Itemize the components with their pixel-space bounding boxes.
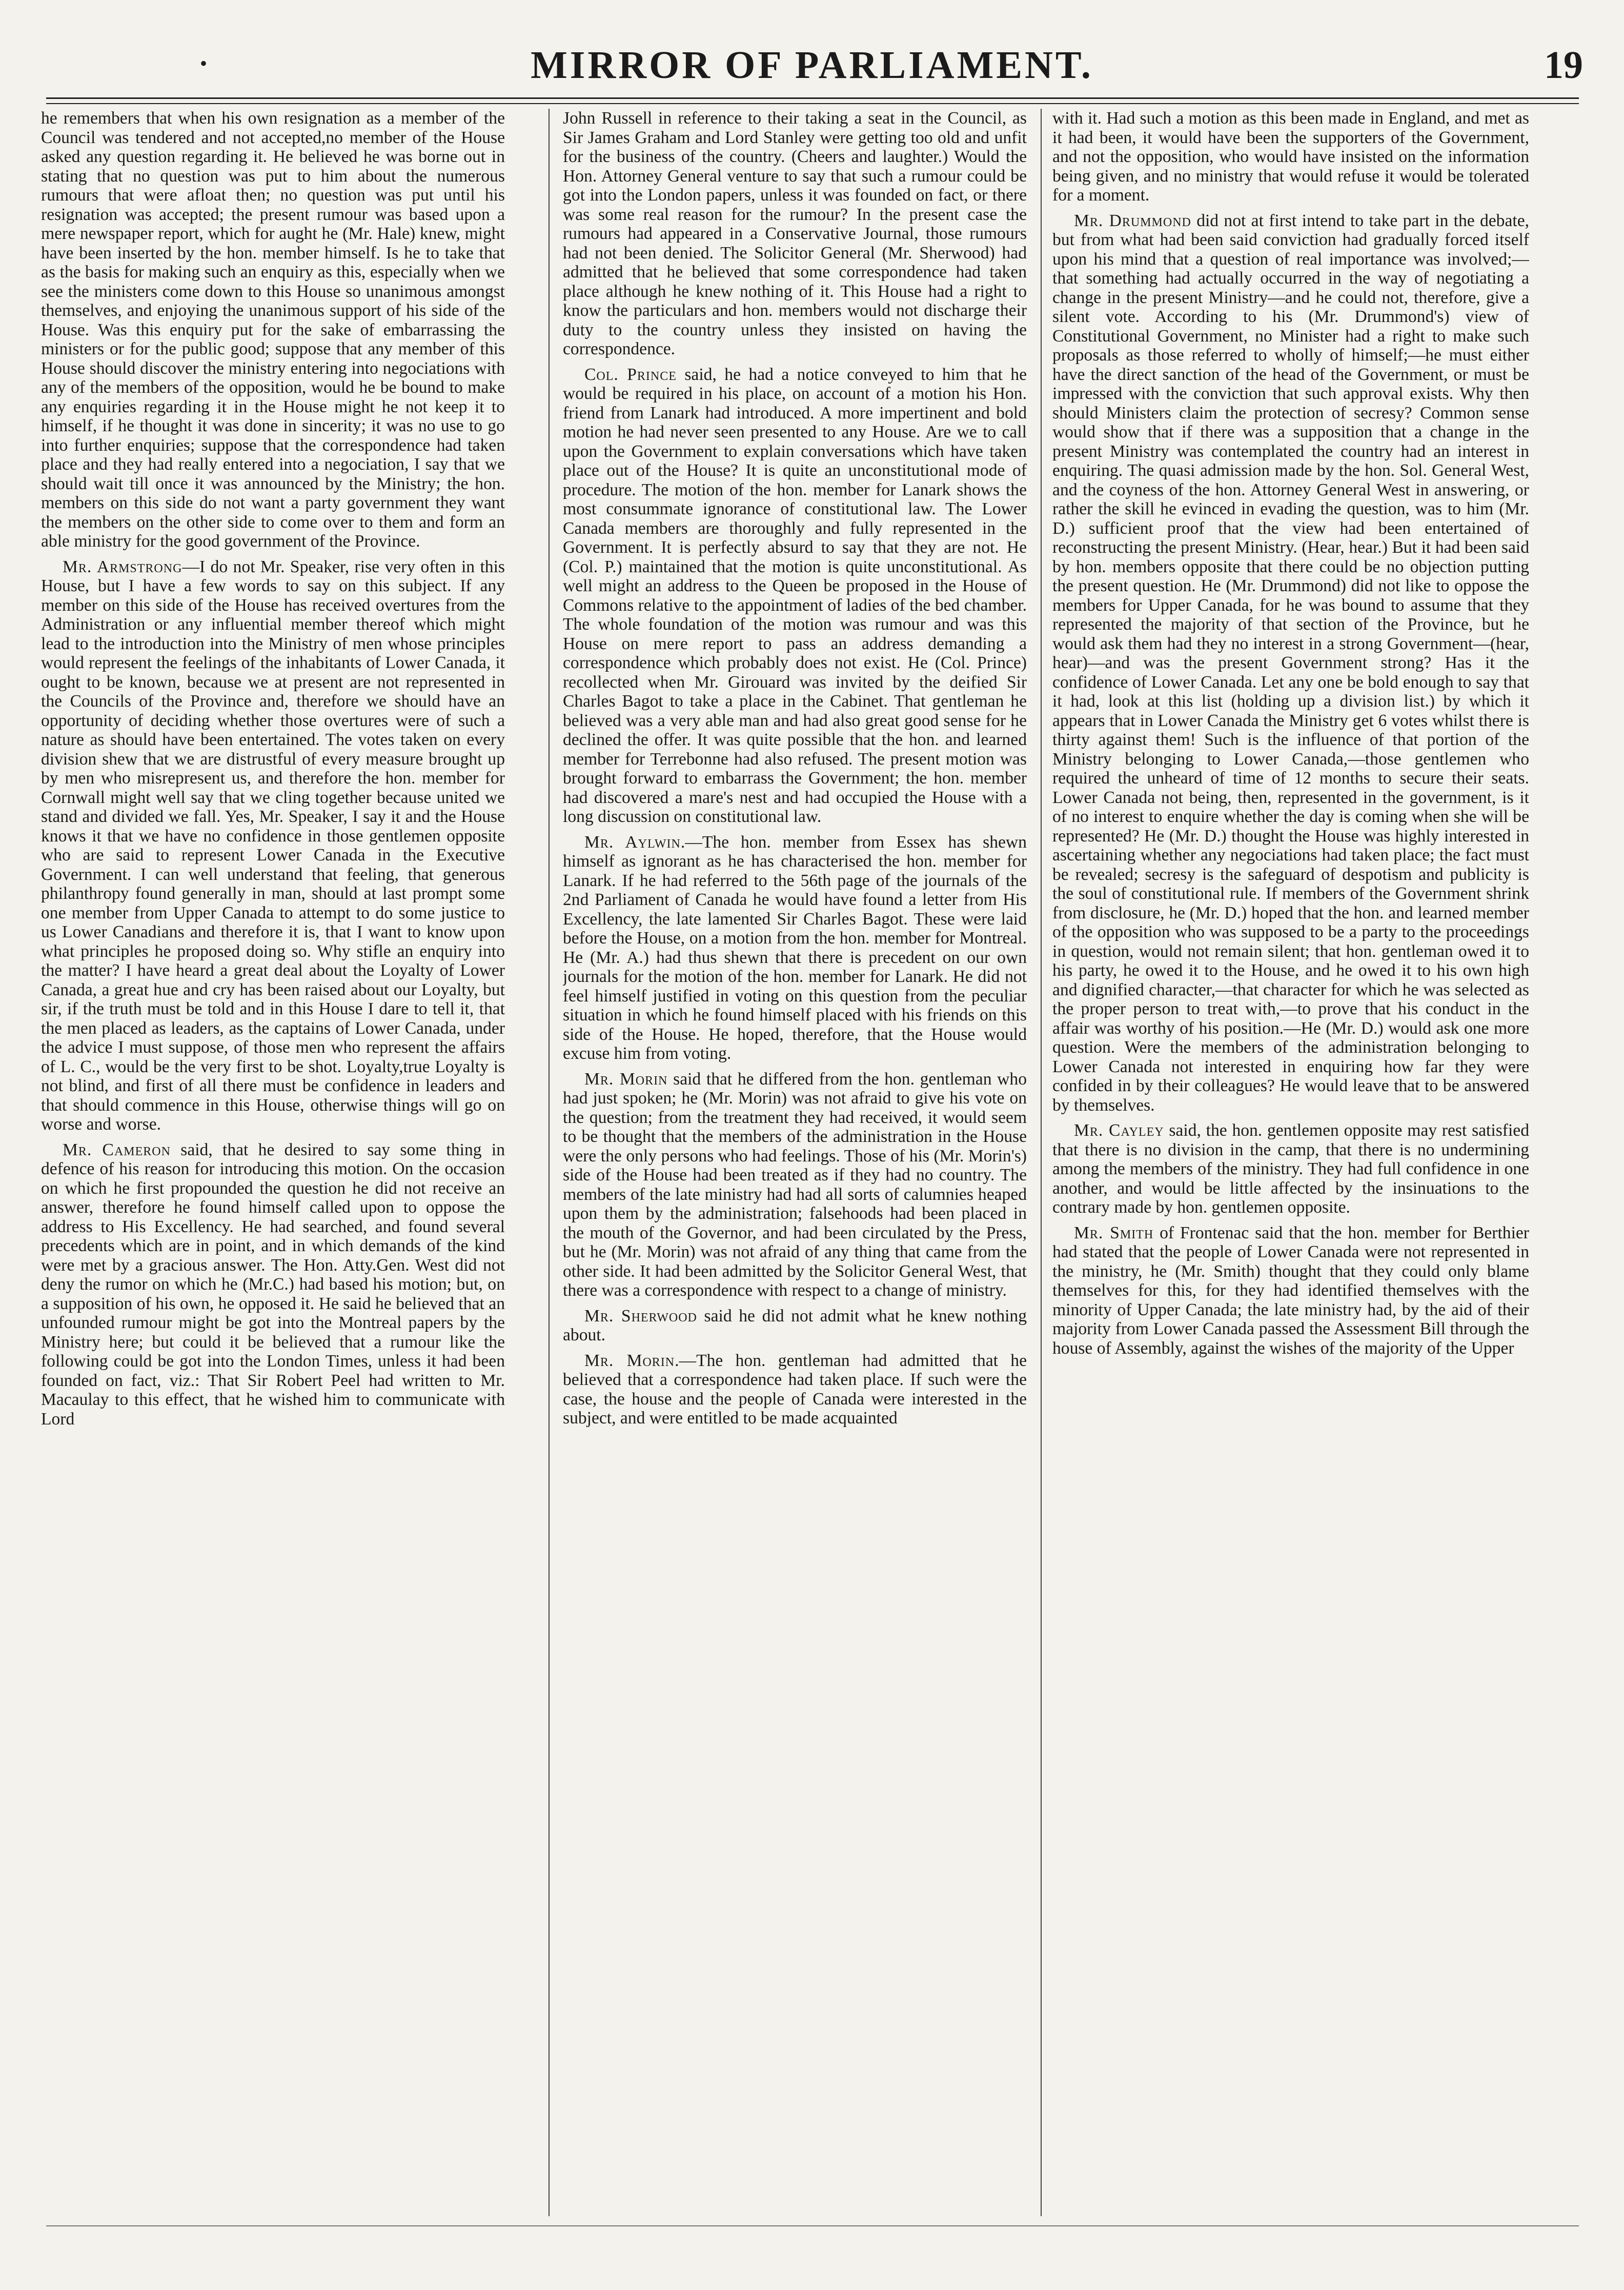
paragraph xyxy=(1052,109,1529,205)
speaker-name: Mr. Sherwood xyxy=(584,1306,697,1325)
page-header xyxy=(31,36,1593,92)
paragraph-text: with it. Had such a motion as this been made in England, and met as it had been, it would have been the supporters of the Government, and not the opposition, who would have insisted on the information being given, and no ministry that would refuse it would be tolerated for a moment. xyxy=(1052,109,1529,205)
paragraph-text: said, he had a notice conveyed to him that he would be required in his place, on account of a motion his Hon. friend from Lanark had introduced. A more impertinent and bold motion he had never seen presented to any House. Are we to call upon the Government to explain conversations which have taken place out of the House? It is quite an unconstitutional mode of procedure. The motion of the hon. member for Lanark shows the most consummate ignorance of constitutional law. The Lower Canada members are thoroughly and fully represented in the Government. It is perfectly absurd to say that they are not. He (Col. P.) maintained that the motion is quite unconstitutional. As well might an address to the Queen be proposed in the House of Commons relative to the appointment of ladies of the bed chamber. The whole foundation of the motion was rumour and was this House on mere report to pass an address demanding a correspondence which probably does not exist. He (Col. Prince) recollected when Mr. Girouard was invited by the deified Sir Charles Bagot to take a place in the Cabinet. That gentleman he believed was a very able man and had also great good sense for he declined the offer. It was quite possible that the hon. and learned member for Terrebonne had also refused. The present motion was brought forward to embarrass the Government; the hon. member had discovered a mare's nest and had occupied the House with a long discussion on constitutional law. xyxy=(563,365,1027,826)
speaker-name: Mr. Cayley xyxy=(1074,1121,1164,1140)
speaker-name: Col. Prince xyxy=(584,365,677,384)
speaker-name: Mr. Armstrong xyxy=(63,557,182,576)
speaker-name: Mr. Morin xyxy=(584,1351,675,1370)
paragraph-text: said, that he desired to say some thing in defence of his reason for introducing this motion. On the occasion on which he first propounded the question he did not receive an answer, therefore he found himself called upon to oppose the address to His Excellency. He had searched, and found several precedents which are in point, and in which demands of the kind were met by a gracious answer. The Hon. Atty.Gen. West did not deny the rumor on which he (Mr.C.) had based his motion; but, on a supposition of his own, he opposed it. He said he believed that an unfounded rumour might be got into the Montreal papers by the Ministry here; but could it be believed that a rumour like the following could be got into the London Times, unless it had been founded on fact, viz.: That Sir Robert Peel had written to Mr. Macaulay to this effect, that he wished him to communicate with Lord xyxy=(41,1140,505,1429)
paragraph-text: did not at first intend to take part in the debate, but from what had been said conviction had gradually forced itself upon his mind that a question of real importance was involved;—that something had actually occurred in the way of negotiating a change in the present Ministry—and he could not, therefore, give a silent vote. According to his (Mr. Drummond's) view of Constitutional Government, no Minister had a right to make such proposals as those referred to wholly of himself;—he must either have the direct sanction of the head of the Government, or must be impressed with the conviction that such approval exists. Why then should Ministers claim the protection of secresy? Common sense would show that if there was a supposition that a change in the present Ministry was contemplated the country had an interest in enquiring. The quasi admission made by the hon. Sol. General West, and the coyness of the hon. Attorney General West in answering, or rather the skill he evinced in evading the question, was to him (Mr. D.) sufficient proof that the view had been entertained of reconstructing the present Ministry. (Hear, hear.) But it had been said by hon. members opposite that there could be no objection putting the present question. He (Mr. Drummond) did not like to oppose the members for Upper Canada, for he was bound to assume that they represented the majority of that section of the Province, but he would ask them had they no interest in a strong Government—(hear, hear)—and was the present Government strong? Has it the confidence of Lower Canada. Let any one be bold enough to say that it had, look at this list (holding up a division list.) by which it appears that in Lower Canada the Ministry get 6 votes whilst there is thirty against them! Such is the influence of that portion of the Ministry belonging to Lower Canada,—those gentlemen who required the unheard of time of 12 months to secure their seats. Lower Canada not being, then, represented in the government, is it of no interest to enquire whether the day is coming when she will be represented? He (Mr. D.) thought the House was highly interested in ascertaining whether any negociations had taken place; the fact must be revealed; secresy is the safeguard of despotism and publicity is the soul of constitutional rule. If members of the Government shrink from disclosure, he (Mr. D.) hoped that the hon. and learned member of the opposition who was supposed to be a party to the proceedings in question, would not remain silent; that hon. gentleman owed it to his party, he owed it to the House, and he owed it to his own high and dignified character,—that character for which he was selected as the proper person to treat with,—to prove that his conduct in the affair was worthy of his position.—He (Mr. D.) would ask one more question. Were the members of the administration belonging to Lower Canada not interested in enquiring how far they were confided in by their colleagues? He would leave that to be answered by themselves. xyxy=(1052,211,1529,1115)
paragraph xyxy=(563,109,1027,359)
paragraph xyxy=(563,833,1027,1063)
paragraph xyxy=(41,557,505,1134)
paragraph-text: said he did not admit what he knew nothing about. xyxy=(563,1306,1027,1344)
header-rule xyxy=(46,97,1579,104)
column-divider xyxy=(549,109,550,2216)
paragraph xyxy=(1052,1121,1529,1217)
footer-rule xyxy=(46,2225,1579,2226)
paragraph-text: .—The hon. gentleman had admitted that he believed that a correspondence had taken place. If such were the case, the house and the people of Canada were interested in the subject, and were entitled to be made acquainted xyxy=(563,1351,1027,1428)
page-title: MIRROR OF PARLIAMENT. xyxy=(531,44,1093,87)
paragraph xyxy=(1052,1223,1529,1358)
speaker-name: Mr. Cameron xyxy=(63,1140,171,1159)
speaker-name: Mr. Drummond xyxy=(1074,211,1191,230)
paragraph-text: .—The hon. member from Essex has shewn himself as ignorant as he has characterised the hon. member for Lanark. If he had referred to the 56th page of the journals of the 2nd Parliament of Canada he would have found a letter from His Excellency, the late lamented Sir Charles Bagot. These were laid before the House, on a motion from the hon. member for Montreal. He (Mr. A.) had thus shewn that there is precedent on our own journals for the motion of the hon. member for Lanark. He did not feel himself justified in voting on this question from the peculiar situation in which he found himself placed with his friends on this side of the House. He hoped, therefore, that the House would excuse him from voting. xyxy=(563,832,1027,1063)
speaker-name: Mr. Smith xyxy=(1074,1223,1154,1242)
paragraph xyxy=(563,1070,1027,1300)
paragraph xyxy=(41,1140,505,1429)
paragraph xyxy=(563,1351,1027,1428)
header-ornament: • xyxy=(200,52,208,75)
paragraph-text: —I do not Mr. Speaker, rise very often in this House, but I have a few words to say on this subject. If any member on this side of the House has received overtures from the Administration or any influential member thereof which might lead to the introduction into the Ministry of men whose principles would represent the feelings of the inhabitants of Lower Canada, it ought to be known, because we at present are not represented in the Councils of the Province and, therefore we should have an opportunity of deciding whether those overtures were of such a nature as should have been entertained. The votes taken on every division shew that we are distrustful of every measure brought up by men who misrepresent us, and therefore the hon. member for Cornwall might well say that we cling together because united we stand and divided we fall. Yes, Mr. Speaker, I say it and the House knows it that we have no confidence in those gentlemen opposite who are said to represent Lower Canada in the Executive Government. I can well understand that feeling, that generous philanthropy found generally in man, should at last prompt some one member from Upper Canada to attempt to do some justice to us Lower Canadians and therefore it is, that I want to know upon what principles he proposed doing so. Why stifle an enquiry into the matter? I have heard a great deal about the Loyalty of Lower Canada, a great hue and cry has been raised about our Loyalty, but sir, if the truth must be told and in this House I dare to tell it, that the men placed as leaders, as the captains of Lower Canada, under the advice I must suppose, of those men who represent the affairs of L. C., would be the very first to be shot. Loyalty,true Loyalty is not blind, and first of all there must be confidence in leaders and that should commence in this House, otherwise things will go on worse and worse. xyxy=(41,557,505,1134)
page-number: 19 xyxy=(1544,44,1583,87)
column-2 xyxy=(563,109,1027,2221)
speaker-name: Mr. Morin xyxy=(584,1069,668,1089)
column-1 xyxy=(41,109,505,2221)
speaker-name: Mr. Aylwin xyxy=(584,832,681,852)
paragraph xyxy=(563,365,1027,827)
paragraph-text: said that he differed from the hon. gentleman who had just spoken; he (Mr. Morin) was not afraid to give his vote on the question; from the treatment they had received, it would seem to be thought that the members of the administration in the House were the only persons who had feelings. Those of his (Mr. Morin's) side of the House had been treated as if they had no country. The members of the late ministry had had all sorts of calumnies heaped upon them by the administration; falsehoods had been placed in the mouth of the Governor, and had been circulated by the Press, but he (Mr. Morin) was not afraid of any thing that came from the other side. It had been admitted by the Solicitor General West, that there was a correspondence with respect to a change of ministry. xyxy=(563,1069,1027,1300)
paragraph-text: said, the hon. gentlemen opposite may rest satisfied that there is no division in the camp, that there is no undermining among the members of the ministry. They had full confidence in one another, and would be little affected by the insinuations to the contrary made by hon. gentlemen opposite. xyxy=(1052,1121,1529,1217)
paragraph-text: of Frontenac said that the hon. member for Berthier had stated that the people of Lower Canada were not represented in the ministry, he (Mr. Smith) thought that they could only blame themselves for this, for they had identified themselves with the minority of Upper Canada; the late ministry had, by the aid of their majority from Lower Canada passed the Assessment Bill through the house of Assembly, against the wishes of the majority of the Upper xyxy=(1052,1223,1529,1358)
column-3 xyxy=(1052,109,1529,2221)
paragraph xyxy=(1052,211,1529,1115)
paragraph-text: he remembers that when his own resignation as a member of the Council was tendered and not accepted,no member of the House asked any question regarding it. He believed he was borne out in stating that no question was put to him about the numerous rumours that were afloat then; no question was put until his resignation was accepted; the present rumour was based upon a mere newspaper report, which for aught he (Mr. Hale) knew, might have been inserted by the hon. member himself. Is he to take that as the basis for making such an enquiry as this, especially when we see the ministers come down to this House so unanimous amongst themselves, and enjoying the unanimous support of his side of the House. Was this enquiry put for the sake of embarrassing the ministers or for the public good; suppose that any member of this House should discover the ministry entering into negociations with any of the members of the opposition, would he be bound to make any enquiries regarding it in the House might he not keep it to himself, if he thought it was done in sincerity; it was no use to go into further enquiries; suppose that the correspondence had taken place and they had really entered into a negociation, I say that we should wait till once it was announced by the Ministry; the hon. members on this side do not want a party government they want the members on the other side to come over to them and form an able ministry for the good government of the Province. xyxy=(41,109,505,551)
column-divider xyxy=(1041,109,1042,2216)
paragraph xyxy=(563,1307,1027,1345)
paragraph xyxy=(41,109,505,551)
paragraph-text: John Russell in reference to their taking a seat in the Council, as Sir James Graham and Lord Stanley were getting too old and unfit for the business of the country. (Cheers and laughter.) Would the Hon. Attorney General venture to say that such a rumour could be got into the London papers, unless it was founded on fact, or there was some real reason for the rumour? In the present case the rumours had appeared in a Conservative Journal, those rumours had not been denied. The Solicitor General (Mr. Sherwood) had admitted that he believed that some correspondence had taken place although he knew nothing of it. This House had a right to know the particulars and hon. members would not discharge their duty to the country unless they insisted on having the correspondence. xyxy=(563,109,1027,358)
